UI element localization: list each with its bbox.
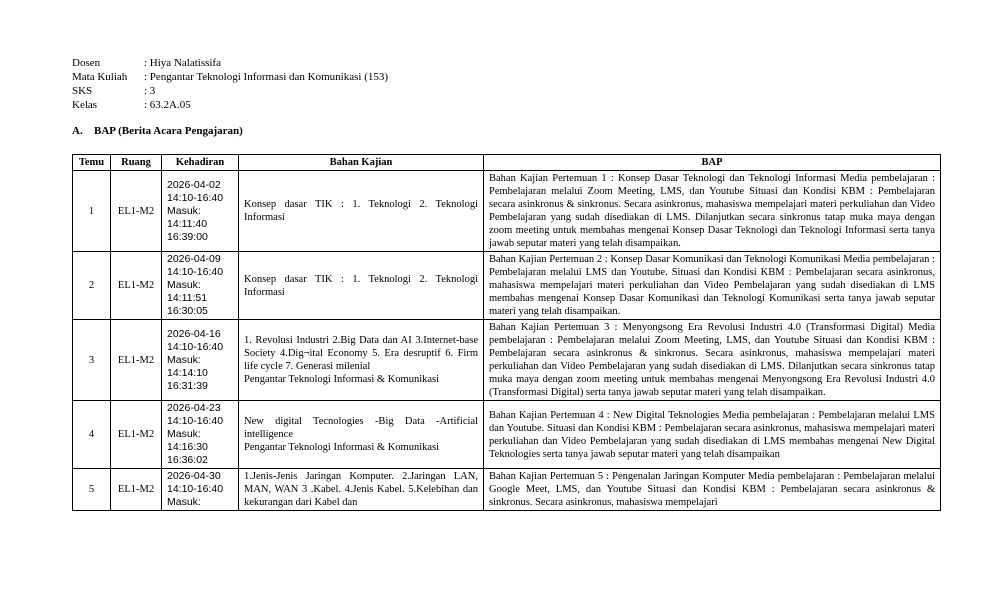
cell-kehadiran: 2026-04-02 14:10-16:40 Masuk: 14:11:40 16:39:00 xyxy=(162,171,239,252)
cell-temu: 5 xyxy=(73,469,111,511)
cell-kajian: New digital Tecnologies -Big Data -Artificial intelligence Pengantar Teknologi Informasi & Komunikasi xyxy=(239,401,484,469)
info-value: : Hiya Nalatissifa xyxy=(144,57,221,69)
table-row xyxy=(73,171,941,252)
info-label: SKS xyxy=(72,85,93,97)
table-row xyxy=(73,469,941,511)
cell-temu: 4 xyxy=(73,401,111,469)
cell-ruang: EL1-M2 xyxy=(111,401,162,469)
cell-kehadiran: 2026-04-30 14:10-16:40 Masuk: xyxy=(162,469,239,511)
cell-ruang: EL1-M2 xyxy=(111,252,162,320)
cell-kajian: Konsep dasar TIK : 1. Teknologi 2. Teknologi Informasi xyxy=(239,171,484,252)
table-header-row xyxy=(73,155,941,171)
cell-kajian: Konsep dasar TIK : 1. Teknologi 2. Teknologi Informasi xyxy=(239,252,484,320)
cell-temu: 3 xyxy=(73,320,111,401)
cell-kajian: 1.Jenis-Jenis Jaringan Komputer. 2.Jaringan LAN, MAN, WAN 3 .Kabel. 4.Jenis Kabel. 5.Kelebihan dan kekurangan dari Kabel dan xyxy=(239,469,484,511)
table-row xyxy=(73,320,941,401)
cell-temu: 1 xyxy=(73,171,111,252)
cell-bap: Bahan Kajian Pertemuan 4 : New Digital Teknologies Media pembelajaran : Pembelajaran melalui LMS dan Youtube. Situasi dan Kondisi KBM : Pembelajaran secara asinkronus, mahasiswa mempelajari materi perkuliahan dan Video Pembelajaran yang sudah disediakan di LMS membahas mengenai New Digital Teknologies serta tanya jawab seputar materi yang telah disampaikan xyxy=(484,401,941,469)
bap-table xyxy=(72,154,941,511)
table-row xyxy=(73,401,941,469)
cell-kehadiran: 2026-04-16 14:10-16:40 Masuk: 14:14:10 16:31:39 xyxy=(162,320,239,401)
header-kehadiran: Kehadiran xyxy=(162,155,239,171)
info-label: Mata Kuliah xyxy=(72,71,128,83)
header-ruang: Ruang xyxy=(111,155,162,171)
header-bap: BAP xyxy=(484,155,941,171)
cell-ruang: EL1-M2 xyxy=(111,469,162,511)
cell-ruang: EL1-M2 xyxy=(111,320,162,401)
header-temu: Temu xyxy=(73,155,111,171)
cell-bap: Bahan Kajian Pertemuan 5 : Pengenalan Jaringan Komputer Media pembelajaran : Pembelajaran melalui Google Meet, LMS, dan Youtube Situasi dan Kondisi KBM : Pembelajaran secara asinkronus & sinkronus. Secara asinkronus, mahasiswa mempelajari xyxy=(484,469,941,511)
cell-ruang: EL1-M2 xyxy=(111,171,162,252)
table-row xyxy=(73,252,941,320)
header-kajian: Bahan Kajian xyxy=(239,155,484,171)
cell-kajian: 1. Revolusi Industri 2.Big Data dan AI 3.Internet-base Society 4.Dig¬ital Economy 5. Era desruptif 6. Firm life cycle 7. Generasi milenial Pengantar Teknologi Informasi & Komunikasi xyxy=(239,320,484,401)
cell-bap: Bahan Kajian Pertemuan 2 : Konsep Dasar Komunikasi dan Teknologi Komunikasi Media pembelajaran : Pembelajaran melalui LMS dan Youtube. Situasi dan Kondisi KBM : Pembelajaran secara asinkronus, mahasiswa mempelajari materi perkuliahan dan Video Pembelajaran yang sudah disediakan di LMS membahas mengenai Konsep Dasar Komunikasi dan Teknologi Komunikasi serta tanya jawab seputar materi yang telah disampaikan. xyxy=(484,252,941,320)
info-value: : Pengantar Teknologi Informasi dan Komunikasi (153) xyxy=(144,71,389,83)
info-label: Dosen xyxy=(72,57,101,69)
info-label: Kelas xyxy=(72,99,98,111)
info-value: : 3 xyxy=(144,85,156,97)
cell-kehadiran: 2026-04-23 14:10-16:40 Masuk: 14:16:30 16:36:02 xyxy=(162,401,239,469)
cell-temu: 2 xyxy=(73,252,111,320)
section-number: A. xyxy=(72,125,83,137)
info-value: : 63.2A.05 xyxy=(144,99,191,111)
section-title: BAP (Berita Acara Pengajaran) xyxy=(94,125,243,137)
cell-bap: Bahan Kajian Pertemuan 1 : Konsep Dasar Teknologi dan Teknologi Informasi Media pembelajaran : Pembelajaran melalui Zoom Meeting, LMS, dan Youtube Situasi dan Kondisi KBM : Pembelajaran secara asinkronus & sinkronus. Secara asinkronus, mahasiswa mempelajari materi perkuliahan dan Video Pembelajaran yang sudah disediakan di LMS. Dilanjutkan secara sinkronus tatap muka maya dengan zoom meeting untuk membahas mengenai Konsep Dasar Teknologi dan Teknologi Informasi serta tanya jawab seputar materi yang telah disampaikan. xyxy=(484,171,941,252)
cell-kehadiran: 2026-04-09 14:10-16:40 Masuk: 14:11:51 16:30:05 xyxy=(162,252,239,320)
cell-bap: Bahan Kajian Pertemuan 3 : Menyongsong Era Revolusi Industri 4.0 (Transformasi Digital) Media pembelajaran : Pembelajaran melalui Zoom Meeting, LMS, dan Youtube Situasi dan Kondisi KBM : Pembelajaran secara asinkronus & sinkronus. Secara asinkronus, mahasiswa mempelajari materi perkuliahan dan Video Pembelajaran yang sudah disediakan di LMS. Dilanjutkan secara sinkronus tatap muka maya dengan zoom meeting untuk membahas mengenai Menyongsong Era Revolusi Industri 4.0 (Transformasi Digital) serta tanya jawab seputar materi yang telah disampaikan. xyxy=(484,320,941,401)
